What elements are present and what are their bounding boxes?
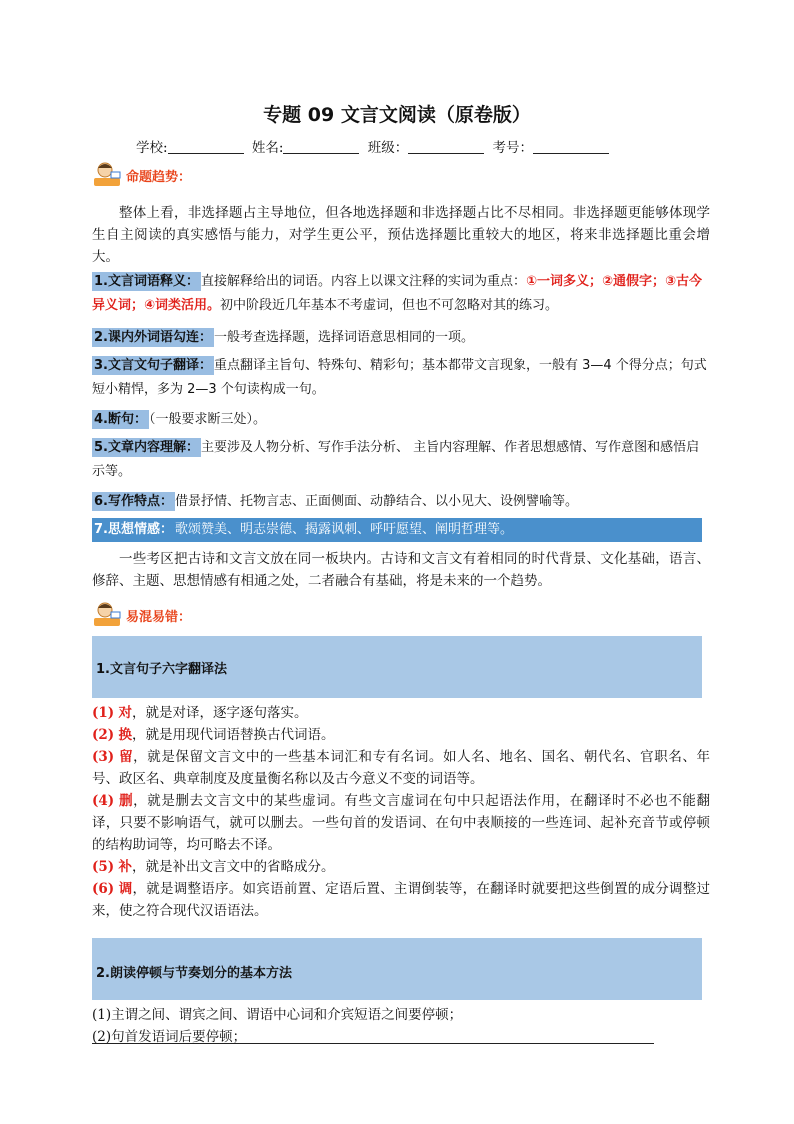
trend-item-1-highlight: ①一词多义；②通假字；③古今异义词；④词类活用。 bbox=[92, 274, 703, 313]
method-4-text: ，就是删去文言文中的某些虚词。有些文言虚词在句中只起语法作用，在翻译时不必也不能翻译，只要不影响语气，就可以删去。一些句首的发语词、在句中表顺接的一些连词、起补充音节或停顿的结构助词等，均可略去不译。 bbox=[92, 793, 711, 853]
method-1-key: 对 bbox=[118, 705, 132, 721]
trend-item-6-head: 6.写作特点： bbox=[94, 494, 173, 509]
method-3 bbox=[92, 746, 710, 790]
trend-intro: 整体上看，非选择题占主导地位，但各地选择题和非选择题占比不尽相同。非选择题更能够体现学生自主阅读的真实感悟与能力，对学生更公平，预估选择题比重较大的地区，将来非选择题比重会增大。 bbox=[92, 205, 710, 265]
method-6-num: (6) bbox=[92, 881, 115, 897]
class-label: 班级： bbox=[367, 140, 409, 156]
method-3-text: ，就是保留文言文中的一些基本词汇和专有名词。如人名、地名、国名、朝代名、官职名、年号、政区名、典章制度及度量衡名称以及古今意义不变的词语等。 bbox=[92, 749, 711, 787]
method-3-num: (3) bbox=[92, 749, 115, 765]
method-1 bbox=[92, 702, 710, 724]
trend-item-7-text: 歌颂赞美、明志崇德、揭露讽刺、呼吁愿望、阐明哲理等。 bbox=[174, 522, 513, 537]
trend-item-2-text: 一般考查选择题，选择词语意思相同的一项。 bbox=[213, 330, 474, 345]
name-label: 姓名: bbox=[251, 140, 284, 156]
pause-item-1: (1)主谓之间、谓宾之间、谓语中心词和介宾短语之间要停顿； bbox=[92, 1007, 463, 1023]
method-6 bbox=[92, 878, 710, 922]
method-2-text: ，就是用现代词语替换古代词语。 bbox=[131, 727, 335, 743]
method-4-key: 删 bbox=[119, 793, 134, 809]
method-6-text: ，就是调整语序。如宾语前置、定语后置、主谓倒装等，在翻译时就要把这些倒置的成分调整过来，使之符合现代汉语语法。 bbox=[92, 881, 711, 919]
school-blank[interactable] bbox=[168, 141, 244, 154]
pause-item-2: (2)句首发语词后要停顿； bbox=[92, 1029, 247, 1045]
band-six-methods-title: 1.文言句子六字翻译法 bbox=[96, 662, 227, 677]
trend-item-7 bbox=[92, 518, 702, 542]
method-2-num: (2) bbox=[92, 727, 115, 743]
trend-item-2-head: 2.课内外词语勾连： bbox=[94, 330, 212, 345]
trend-item-1-head: 1.文言词语释义： bbox=[94, 274, 199, 289]
student-info-line bbox=[136, 136, 613, 156]
trend-item-5-text: 主要涉及人物分析、写作手法分析、 主旨内容理解、作者思想感情、写作意图和感悟启示等。 bbox=[92, 440, 700, 479]
trend-item-4 bbox=[92, 408, 710, 432]
trend-item-1-text-b: 初中阶段近几年基本不考虚词，但也不可忽略对其的练习。 bbox=[220, 298, 559, 313]
method-5-text: ，就是补出文言文中的省略成分。 bbox=[131, 859, 335, 875]
pause-list bbox=[92, 1004, 710, 1048]
trend-item-3-head: 3.文言文句子翻译： bbox=[94, 358, 212, 373]
method-6-key: 调 bbox=[118, 881, 133, 897]
method-list bbox=[92, 702, 710, 922]
school-label: 学校: bbox=[136, 140, 168, 156]
section-trend-label: 命题趋势： bbox=[126, 170, 192, 185]
method-2-key: 换 bbox=[118, 727, 132, 743]
trend-item-4-head: 4.断句： bbox=[94, 412, 147, 427]
method-1-num: (1) bbox=[92, 705, 115, 721]
trend-item-5 bbox=[92, 436, 710, 484]
band-pause-methods bbox=[92, 938, 702, 1000]
method-5-num: (5) bbox=[92, 859, 115, 875]
trend-item-2 bbox=[92, 326, 710, 350]
page-title: 专题 09 文言文阅读（原卷版） bbox=[263, 104, 531, 126]
name-blank[interactable] bbox=[283, 141, 359, 154]
band-pause-methods-title: 2.朗读停顿与节奏划分的基本方法 bbox=[96, 966, 292, 981]
method-4 bbox=[92, 790, 710, 856]
method-3-key: 留 bbox=[119, 749, 134, 765]
student-mascot-icon bbox=[92, 160, 122, 188]
trend-item-5-head: 5.文章内容理解： bbox=[94, 440, 199, 455]
trend-item-3 bbox=[92, 354, 710, 402]
section-mistakes-label: 易混易错： bbox=[126, 610, 192, 625]
trend-item-6 bbox=[92, 490, 710, 514]
trend-item-7-head: 7.思想情感： bbox=[94, 522, 173, 537]
footer-divider bbox=[92, 1043, 654, 1044]
trend-item-1 bbox=[92, 270, 710, 318]
method-5-key: 补 bbox=[118, 859, 132, 875]
exam-no-label: 考号： bbox=[492, 140, 534, 156]
class-blank[interactable] bbox=[408, 141, 484, 154]
trend-item-3-text: 重点翻译主旨句、特殊句、精彩句；基本都带文言现象，一般有 3—4 个得分点；句式短小精悍，多为 2—3 个句读构成一句。 bbox=[92, 358, 707, 397]
trend-item-6-text: 借景抒情、托物言志、正面侧面、动静结合、以小见大、设例譬喻等。 bbox=[174, 494, 578, 509]
method-1-text: ，就是对译，逐字逐句落实。 bbox=[131, 705, 308, 721]
exam-no-blank[interactable] bbox=[533, 141, 609, 154]
method-4-num: (4) bbox=[92, 793, 115, 809]
trend-outro: 一些考区把古诗和文言文放在同一板块内。古诗和文言文有着相同的时代背景、文化基础，语言、修辞、主题、思想情感有相通之处，二者融合有基础，将是未来的一个趋势。 bbox=[92, 551, 710, 589]
band-six-methods bbox=[92, 636, 702, 698]
method-5 bbox=[92, 856, 710, 878]
trend-item-1-text: 直接解释给出的词语。内容上以课文注释的实词为重点： bbox=[200, 274, 526, 289]
method-2 bbox=[92, 724, 710, 746]
student-mascot-icon bbox=[92, 600, 122, 628]
trend-item-4-text: （一般要求断三处）。 bbox=[148, 412, 266, 427]
